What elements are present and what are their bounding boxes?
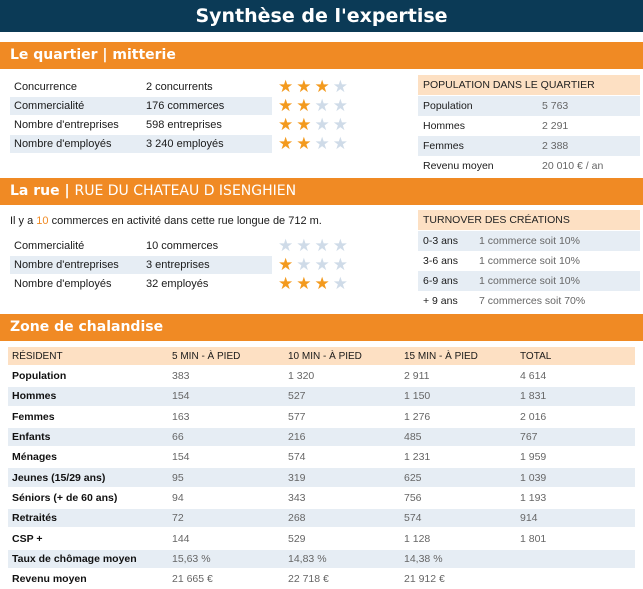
criteria-label: Concurrence (14, 81, 77, 93)
quartier-heading-prefix: Le quartier | (10, 47, 113, 63)
zone-cell (516, 550, 635, 568)
zone-cell: 625 (400, 468, 516, 486)
zone-cell: 1 193 (520, 491, 547, 504)
star-empty-icon: ★ (296, 255, 312, 275)
zone-cell: 4 614 (520, 370, 547, 383)
zone-table (8, 345, 635, 589)
criteria-value: 3 entreprises (146, 259, 210, 271)
zone-table-row (8, 408, 635, 426)
zone-cell: 914 (516, 509, 635, 527)
zone-cell: 154 (172, 451, 190, 464)
side-label: Hommes (423, 120, 466, 132)
side-label: 3-6 ans (423, 255, 459, 267)
side-value: 1 commerce soit 10% (479, 255, 580, 267)
star-filled-icon: ★ (296, 274, 312, 294)
zone-row-label: Femmes (12, 410, 55, 423)
star-empty-icon: ★ (314, 255, 330, 275)
side-row (418, 156, 640, 176)
zone-cell: 577 (288, 410, 306, 423)
zone-cell: 1 276 (404, 410, 431, 423)
star-filled-icon: ★ (314, 77, 330, 97)
zone-cell: 216 (284, 428, 400, 446)
zone-row-label: Ménages (12, 451, 57, 464)
section-header-zone: Zone de chalandise (0, 314, 643, 341)
section-header-quartier (0, 42, 643, 69)
star-filled-icon: ★ (278, 134, 294, 154)
star-filled-icon: ★ (314, 274, 330, 294)
rue-info-after: commerces en activité dans cette rue longue de 712 m. (48, 215, 322, 227)
zone-cell: 319 (284, 468, 400, 486)
side-label: 6-9 ans (423, 275, 459, 287)
star-filled-icon: ★ (296, 115, 312, 135)
zone-row-label: Taux de chômage moyen (8, 550, 168, 568)
star-empty-icon: ★ (314, 134, 330, 154)
side-value: 1 commerce soit 10% (479, 235, 580, 247)
zone-cell: 1 150 (400, 387, 516, 405)
star-empty-icon: ★ (332, 255, 348, 275)
criteria-value: 176 commerces (146, 100, 225, 112)
zone-table-row (8, 448, 635, 466)
zone-cell: 574 (288, 451, 306, 464)
rating-stars (278, 237, 348, 255)
rue-info-before: Il y a (10, 215, 37, 227)
zone-row-label: Population (12, 370, 67, 383)
criteria-label: Commercialité (14, 240, 85, 252)
rating-stars (278, 135, 348, 153)
criteria-row (10, 275, 272, 293)
star-empty-icon: ★ (332, 236, 348, 256)
side-value: 20 010 € / an (542, 160, 604, 172)
star-filled-icon: ★ (278, 274, 294, 294)
zone-cell: 268 (284, 509, 400, 527)
zone-cell: 343 (288, 491, 306, 504)
star-empty-icon: ★ (314, 96, 330, 116)
side-label: + 9 ans (423, 295, 458, 307)
zone-table-row (8, 367, 635, 385)
criteria-row (10, 78, 272, 96)
zone-cell: 21 912 € (404, 573, 445, 586)
zone-table-row (8, 550, 635, 568)
star-empty-icon: ★ (332, 274, 348, 294)
zone-cell: 163 (172, 410, 190, 423)
side-label: Femmes (423, 140, 464, 152)
star-filled-icon: ★ (296, 77, 312, 97)
criteria-value: 10 commerces (146, 240, 219, 252)
side-value: 1 commerce soit 10% (479, 275, 580, 287)
zone-table-row (8, 468, 635, 486)
zone-cell: 154 (168, 387, 284, 405)
zone-row-label: Retraités (8, 509, 168, 527)
star-filled-icon: ★ (278, 115, 294, 135)
zone-header-cell: TOTAL (516, 347, 635, 365)
zone-header-cell: 15 MIN - À PIED (400, 347, 516, 365)
zone-cell: 1 831 (516, 387, 635, 405)
star-filled-icon: ★ (278, 96, 294, 116)
zone-cell: 14,38 % (400, 550, 516, 568)
star-empty-icon: ★ (296, 236, 312, 256)
zone-cell: 14,83 % (284, 550, 400, 568)
star-filled-icon: ★ (296, 96, 312, 116)
zone-cell: 1 128 (404, 532, 431, 545)
criteria-label: Nombre d'employés (14, 138, 112, 150)
side-row (418, 116, 640, 136)
quartier-heading-name: mitterie (112, 47, 176, 63)
page-title: Synthèse de l'expertise (0, 0, 643, 32)
side-row (418, 136, 640, 156)
zone-cell (516, 570, 635, 588)
star-empty-icon: ★ (278, 236, 294, 256)
star-empty-icon: ★ (332, 115, 348, 135)
zone-table-row (8, 509, 635, 527)
criteria-label: Nombre d'employés (14, 278, 112, 290)
criteria-value: 32 employés (146, 278, 209, 290)
criteria-row (10, 237, 272, 255)
zone-cell: 485 (400, 428, 516, 446)
side-value: 7 commerces soit 70% (479, 295, 586, 307)
rating-stars (278, 97, 348, 115)
side-value: 5 763 (542, 100, 569, 112)
rue-heading-name: RUE DU CHATEAU D ISENGHIEN (74, 183, 297, 199)
criteria-label: Nombre d'entreprises (14, 259, 119, 271)
zone-header-cell: RÉSIDENT (8, 347, 168, 365)
side-value: 2 388 (542, 140, 569, 152)
zone-header-cell: 10 MIN - À PIED (284, 347, 400, 365)
zone-row-label: Hommes (8, 387, 168, 405)
zone-cell: 574 (400, 509, 516, 527)
criteria-row (10, 116, 272, 134)
side-row (418, 231, 640, 251)
zone-cell: 1 320 (288, 370, 315, 383)
zone-cell: 527 (284, 387, 400, 405)
zone-cell: 144 (172, 532, 190, 545)
criteria-row (10, 135, 272, 153)
rue-info-text (10, 213, 322, 229)
criteria-row (10, 97, 272, 115)
turnover-heading: TURNOVER DES CRÉATIONS (418, 210, 640, 230)
zone-row-label: Jeunes (15/29 ans) (8, 468, 168, 486)
zone-row-label: Séniors (+ de 60 ans) (12, 491, 118, 504)
zone-table-body (8, 367, 635, 588)
star-empty-icon: ★ (332, 96, 348, 116)
zone-cell: 2 016 (520, 410, 547, 423)
zone-cell: 22 718 € (288, 573, 329, 586)
side-row (418, 271, 640, 291)
criteria-value: 2 concurrents (146, 81, 213, 93)
zone-cell: 756 (404, 491, 422, 504)
rating-stars (278, 116, 348, 134)
zone-table-row (8, 570, 635, 588)
criteria-value: 598 entreprises (146, 119, 222, 131)
population-heading: POPULATION DANS LE QUARTIER (418, 75, 640, 95)
zone-cell: 66 (168, 428, 284, 446)
star-filled-icon: ★ (278, 77, 294, 97)
zone-cell: 94 (172, 491, 184, 504)
zone-row-label: CSP + (12, 532, 43, 545)
zone-cell: 95 (168, 468, 284, 486)
zone-cell: 1 959 (520, 451, 547, 464)
zone-cell: 72 (168, 509, 284, 527)
criteria-label: Commercialité (14, 100, 85, 112)
criteria-label: Nombre d'entreprises (14, 119, 119, 131)
side-label: Population (423, 100, 473, 112)
zone-cell: 1 801 (520, 532, 547, 545)
side-row (418, 291, 640, 311)
star-empty-icon: ★ (332, 77, 348, 97)
rating-stars (278, 78, 348, 96)
side-row (418, 251, 640, 271)
star-filled-icon: ★ (278, 255, 294, 275)
zone-cell: 1 039 (516, 468, 635, 486)
criteria-row (10, 256, 272, 274)
star-empty-icon: ★ (332, 134, 348, 154)
side-value: 2 291 (542, 120, 569, 132)
star-empty-icon: ★ (314, 236, 330, 256)
zone-table-row (8, 387, 635, 405)
zone-cell: 529 (288, 532, 306, 545)
zone-cell: 383 (172, 370, 190, 383)
rating-stars (278, 256, 348, 274)
side-label: 0-3 ans (423, 235, 459, 247)
zone-cell: 21 665 € (172, 573, 213, 586)
zone-table-row (8, 489, 635, 507)
zone-cell: 1 231 (404, 451, 431, 464)
zone-table-row (8, 529, 635, 547)
zone-row-label: Revenu moyen (12, 573, 87, 586)
zone-table-row (8, 428, 635, 446)
rating-stars (278, 275, 348, 293)
star-filled-icon: ★ (296, 134, 312, 154)
zone-row-label: Enfants (8, 428, 168, 446)
side-label: Revenu moyen (423, 160, 494, 172)
section-header-rue (0, 178, 643, 205)
side-row (418, 96, 640, 116)
star-empty-icon: ★ (314, 115, 330, 135)
criteria-value: 3 240 employés (146, 138, 224, 150)
zone-table-header (8, 347, 635, 365)
rue-info-count: 10 (36, 215, 49, 227)
zone-cell: 15,63 % (168, 550, 284, 568)
zone-header-cell: 5 MIN - À PIED (168, 347, 284, 365)
zone-cell: 767 (516, 428, 635, 446)
zone-cell: 2 911 (404, 370, 430, 383)
rue-heading-prefix: La rue | (10, 183, 75, 199)
